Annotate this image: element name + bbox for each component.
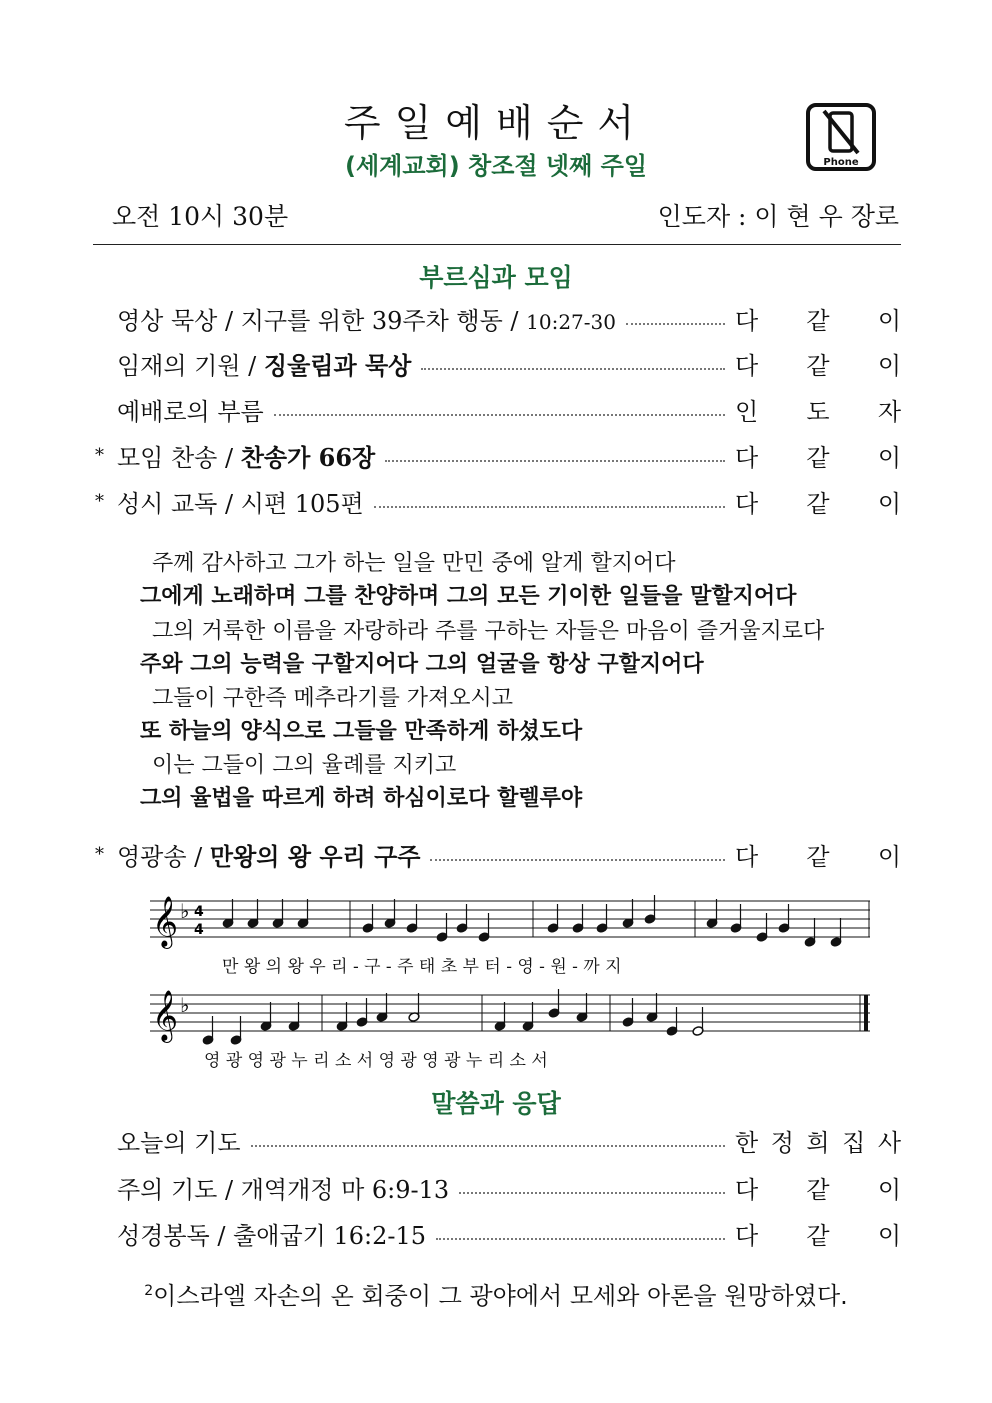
order-row (93, 437, 901, 473)
order-label: 영상 묵상 / 지구를 위한 39주차 행동 / 10:27-30 (117, 306, 616, 335)
leader-dots (385, 459, 725, 462)
section-gathering-title: 부르심과 모임 (419, 263, 573, 292)
no-phone-icon (806, 103, 876, 171)
treble-clef-icon: 𝄞 (152, 896, 179, 947)
lyrics-line-1: 만 왕 의 왕 우 리 - 구 - 주 태 초 부 터 - 영 - 원 - 까 지 (222, 957, 622, 977)
standing-mark: * (95, 490, 104, 512)
order-label: 성경봉독 / 출애굽기 16:2-15 (117, 1221, 426, 1250)
order-label: 예배로의 부름 (117, 397, 264, 426)
word-order-row (93, 1122, 901, 1158)
order-row (93, 300, 901, 336)
flat-icon: ♭ (180, 899, 190, 923)
leader-dots (421, 367, 725, 370)
leader-dots (626, 322, 725, 325)
section-word-title: 말씀과 응답 (431, 1089, 561, 1118)
order-label: 성시 교독 / 시편 105편 (117, 489, 364, 518)
order-performer: 한 정 희 집 사 (735, 1128, 901, 1157)
order-performer: 다 같 이 (735, 842, 901, 871)
psalm-response-line: 그에게 노래하며 그를 찬양하며 그의 모든 기이한 일들을 말할지어다 (140, 584, 797, 609)
order-performer: 인 도 자 (735, 397, 901, 426)
leader-dots (430, 858, 725, 861)
order-label: 임재의 기원 / 징울림과 묵상 (117, 350, 412, 380)
phone-icon-label: Phone (823, 157, 859, 168)
psalm-response-line: 그의 율법을 따르게 하려 하심이로다 할렐루야 (140, 786, 583, 811)
standing-mark: * (95, 843, 104, 865)
flat-icon: ♭ (180, 993, 190, 1017)
order-row (93, 391, 901, 427)
order-performer: 다 같 이 (735, 1175, 901, 1204)
service-leader: 인도자 : 이 현 우 장로 (657, 202, 899, 231)
order-performer: 다 같 이 (735, 351, 901, 380)
verse-number: 2 (144, 1283, 154, 1299)
time-sig-bottom: 4 (194, 922, 204, 938)
psalm-response-line: 또 하늘의 양식으로 그들을 만족하게 하셨도다 (140, 719, 583, 744)
treble-clef-icon: 𝄞 (152, 990, 179, 1041)
page-title: 주일예배순서 (343, 101, 649, 145)
order-performer: 다 같 이 (735, 489, 901, 518)
psalm-leader-line: 주께 감사하고 그가 하는 일을 만민 중에 알게 할지어다 (152, 551, 676, 576)
time-sig-top: 4 (194, 904, 204, 920)
psalm-leader-line: 그의 거룩한 이름을 자랑하라 주를 구하는 자들은 마음이 즐거울지로다 (152, 619, 825, 644)
service-time: 오전 10시 30분 (112, 202, 289, 231)
order-label: 모임 찬송 / 찬송가 66장 (117, 442, 376, 472)
standing-mark: * (95, 444, 104, 466)
order-row-doxology (93, 836, 901, 872)
order-performer: 다 같 이 (735, 306, 901, 335)
order-performer: 다 같 이 (735, 1221, 901, 1250)
psalm-leader-line: 이는 그들이 그의 율례를 지키고 (152, 753, 457, 778)
order-performer: 다 같 이 (735, 443, 901, 472)
leader-dots (459, 1191, 725, 1194)
order-row (93, 345, 901, 381)
psalm-response-line: 주와 그의 능력을 구할지어다 그의 얼굴을 항상 구할지어다 (140, 652, 704, 677)
word-order-row (93, 1169, 901, 1205)
scripture-text: $^2$이스라엘 자손의 온 회중이 그 광야에서 모세와 아론을 원망하였다. (144, 1282, 848, 1310)
leader-dots (374, 505, 725, 508)
header-divider (93, 244, 901, 245)
leader-dots (436, 1237, 725, 1240)
psalm-leader-line: 그들이 구한즉 메추라기를 가져오시고 (152, 686, 514, 711)
page-subtitle: (세계교회) 창조절 넷째 주일 (344, 152, 648, 180)
order-label: 오늘의 기도 (117, 1128, 241, 1157)
order-row (93, 483, 901, 519)
leader-dots (274, 413, 725, 416)
word-order-row (93, 1215, 901, 1251)
order-label: 영광송 / 만왕의 왕 우리 구주 (117, 841, 421, 871)
order-label: 주의 기도 / 개역개정 마 6:9-13 (117, 1175, 450, 1204)
leader-dots (251, 1144, 725, 1147)
lyrics-line-2: 영 광 영 광 누 리 소 서 영 광 영 광 누 리 소 서 (204, 1051, 548, 1071)
